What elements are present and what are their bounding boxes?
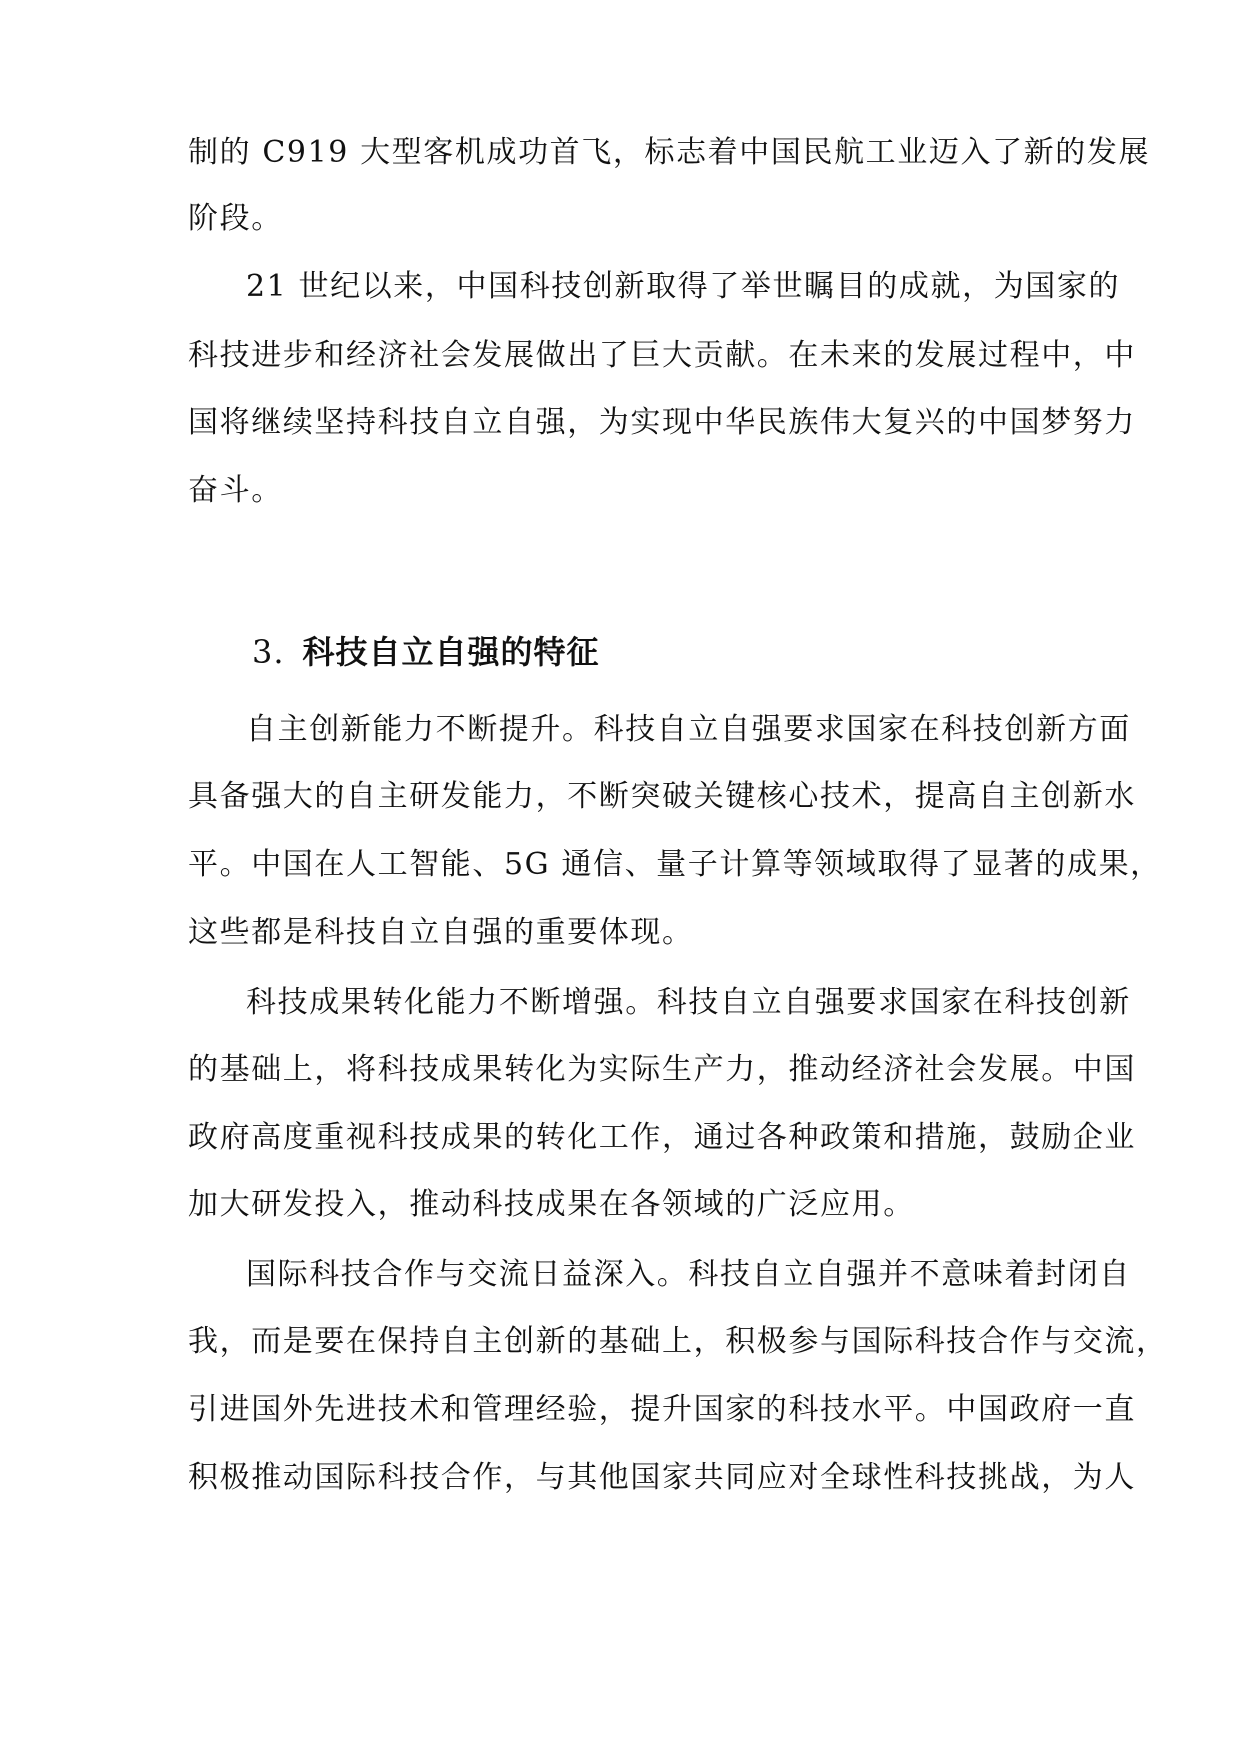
text-line: 具备强大的自主研发能力，不断突破关键核心技术，提高自主创新水 [188,779,1136,814]
text-line: 奋斗。 [188,473,283,508]
section-heading [252,630,600,674]
text-line: 加大研发投入，推动科技成果在各领域的广泛应用。 [188,1187,915,1222]
text-line: 国将继续坚持科技自立自强，为实现中华民族伟大复兴的中国梦努力 [188,405,1136,440]
text-line: 政府高度重视科技成果的转化工作，通过各种政策和措施，鼓励企业 [188,1120,1136,1155]
text-line: 的基础上，将科技成果转化为实际生产力，推动经济社会发展。中国 [188,1052,1136,1087]
text-line: 这些都是科技自立自强的重要体现。 [188,915,694,950]
section-title: 科技自立自强的特征 [302,633,600,671]
text-line: 国际科技合作与交流日益深入。科技自立自强并不意味着封闭自 [246,1257,1131,1292]
text-line: 科技进步和经济社会发展做出了巨大贡献。在未来的发展过程中，中 [188,338,1136,373]
section-number: 3. [252,633,285,671]
text-line: 制的 C919 大型客机成功首飞，标志着中国民航工业迈入了新的发展 [188,135,1151,170]
text-line: 平。中国在人工智能、5G 通信、量子计算等领域取得了显著的成果， [188,847,1162,882]
text-line: 科技成果转化能力不断增强。科技自立自强要求国家在科技创新 [246,985,1131,1020]
text-line: 我，而是要在保持自主创新的基础上，积极参与国际科技合作与交流， [188,1324,1168,1359]
text-line: 21 世纪以来，中国科技创新取得了举世瞩目的成就，为国家的 [246,269,1121,304]
text-line: 积极推动国际科技合作，与其他国家共同应对全球性科技挑战，为人 [188,1460,1136,1495]
text-line: 阶段。 [188,201,283,236]
text-line: 引进国外先进技术和管理经验，提升国家的科技水平。中国政府一直 [188,1392,1136,1427]
text-line: 自主创新能力不断提升。科技自立自强要求国家在科技创新方面 [246,712,1131,747]
